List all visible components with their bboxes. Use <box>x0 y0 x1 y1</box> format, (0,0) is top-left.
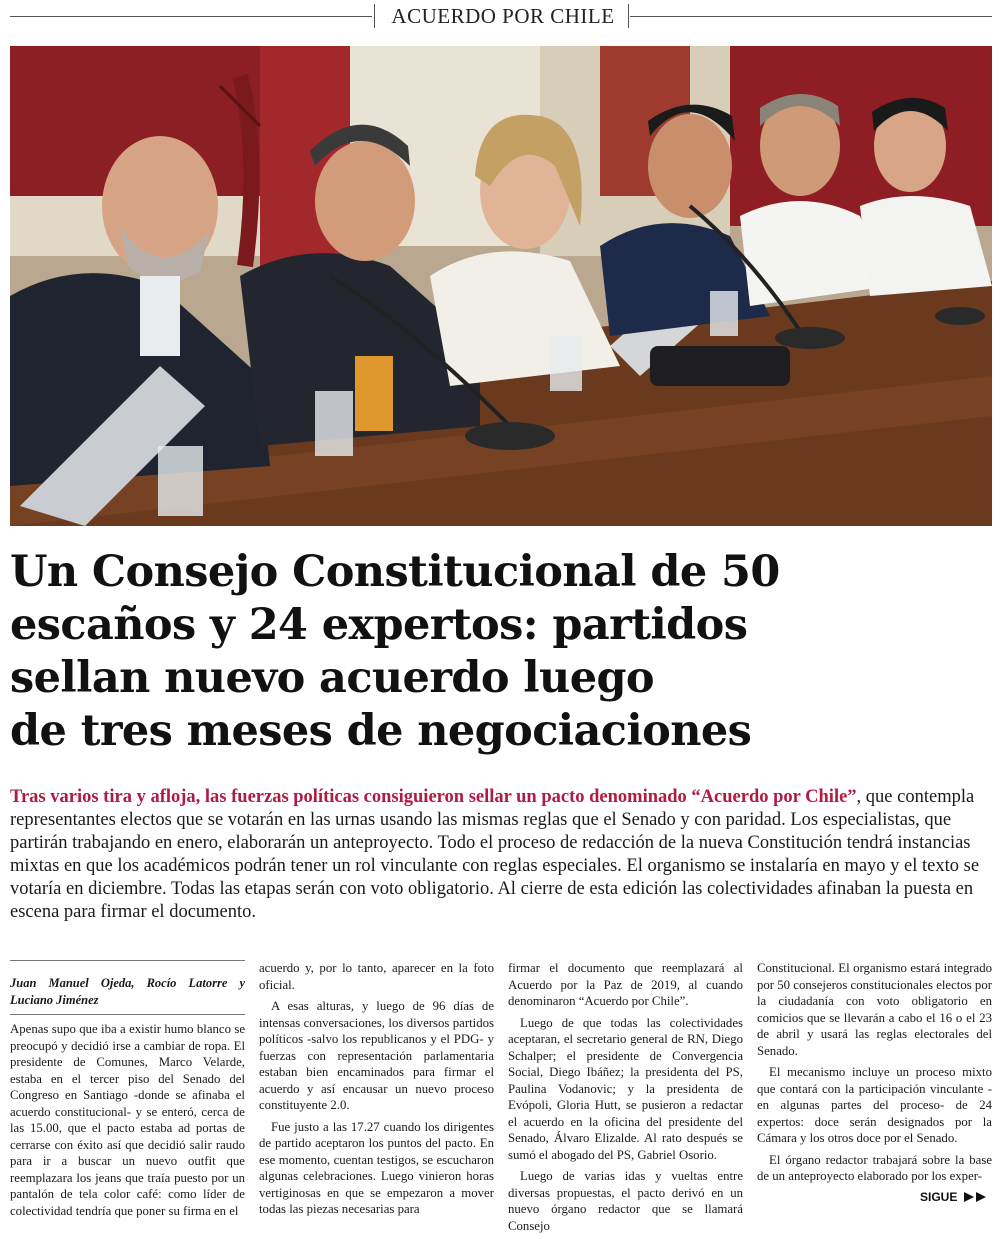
article-column-1 <box>10 960 245 1224</box>
section-header <box>10 4 992 28</box>
continue-link[interactable] <box>920 1188 992 1206</box>
article-column-3 <box>508 960 743 1239</box>
paragraph: Fue justo a las 17.27 cuando los dirigentes de partido aceptaron los puntos del pacto. En ese momento, cuentan testigos, se escucharon algunas celebraciones. Luego vinieron horas vertiginosas en que se empezaron a mover todas las piezas necesarias para <box>259 1119 494 1216</box>
paragraph: El mecanismo incluye un proceso mixto que contará con la participación vinculante -en algunas partes del proceso- de 24 expertos: doce serán designados por la Cámara y los otros doce por el Senado. <box>757 1065 992 1145</box>
byline-rule <box>10 1014 245 1015</box>
paragraph: Apenas supo que iba a existir humo blanco se preocupó y decidió irse a cambiar de ropa. El presidente de Comunes, Marco Velarde, estaba en el tercer piso del Senado del Congreso en Santiago -donde se afinaba el acuerdo constitucional- y se enteró, cerca de las 15.00, que el pacto estaba ad portas de cerrarse con éxito así que decidió salir raudo para ir a buscar un nuevo outfit que reemplazara los jeans que traía puesto por un pantalón de tela color café: como líder de colectividad tendría que poner su firma en el <box>10 1022 245 1218</box>
lead-paragraph <box>10 786 992 924</box>
paragraph: El órgano redactor trabajará sobre la base de un anteproyecto elaborado por los exper- <box>757 1152 992 1183</box>
paragraph: A esas alturas, y luego de 96 días de intensas conversaciones, los diversos partidos políticos -salvo los republicanos y el PDG- y fuerzas con representación parlamentaria estaban bien encaminados para firmar el acuerdo y así encausar un nuevo proceso constituyente 2.0. <box>259 999 494 1112</box>
headline-line: Un Consejo Constitucional de 50 <box>10 547 780 597</box>
headline-line: de tres meses de negociaciones <box>10 706 752 756</box>
headline-line: escaños y 24 expertos: partidos <box>10 600 748 650</box>
meeting-photo <box>10 46 992 526</box>
header-rule-right <box>630 16 992 17</box>
continue-label: SIGUE <box>920 1190 958 1204</box>
paragraph: Luego de que todas las colectividades aceptaran, el secretario general de RN, Diego Schalper; el presidente de Convergencia Social, Diego Ibáñez; la presidenta del PS, Paulina Vodanovic; y la presidenta de Evópoli, Gloria Hutt, se pusieron a redactar el acuerdo en la oficina del presidente del Senado, Álvaro Elizalde. Al rato después se sumó el abogado del PS, Gabriel Osorio. <box>508 1015 743 1162</box>
headline <box>10 546 810 758</box>
paragraph: Constitucional. El organismo estará integrado por 50 consejeros constitucionales electos por la ciudadanía con voto obligatorio en comicios que se llevarán a cabo el 16 o el 23 de abril y usará las reglas electorales del Senado. <box>757 961 992 1058</box>
lead-text: , que contempla representantes electos que se votarán en las urnas usando las mismas reglas que el Senado y con paridad. Los especialistas, que partirán trabajando en enero, elaborarán un anteproyecto. Todo el proceso de redacción de la nueva Constitución tendrá instancias mixtas en que los académicos podrán tener un rol vinculante con reglas especiales. El organismo se instalaría en mayo y el texto se votaría en diciembre. Todas las etapas serán con voto obligatorio. Al cierre de esta edición las colectividades afinaban la puesta en escena para firmar el documento. <box>10 787 980 922</box>
section-title: ACUERDO POR CHILE <box>391 4 615 28</box>
byline: Juan Manuel Ojeda, Rocío Latorre y Luciano Jiménez <box>10 976 245 1007</box>
double-arrow-right-icon <box>964 1192 988 1202</box>
paragraph: acuerdo y, por lo tanto, aparecer en la foto oficial. <box>259 961 494 992</box>
article-column-2 <box>259 960 494 1223</box>
paragraph: Luego de varias idas y vueltas entre diversas propuestas, el pacto derivó en un nuevo órgano redactor que se llamará Consejo <box>508 1169 743 1233</box>
byline-rule <box>10 960 245 961</box>
lead-highlight: Tras varios tira y afloja, las fuerzas políticas consiguieron sellar un pacto denominado “Acuerdo por Chile” <box>10 787 857 807</box>
header-tick-right <box>628 4 629 28</box>
header-tick-left <box>374 4 375 28</box>
header-rule-left <box>10 16 372 17</box>
paragraph: firmar el documento que reemplazará al Acuerdo por la Paz de 2019, al cuando denominaron “Acuerdo por Chile”. <box>508 961 743 1008</box>
article-column-4 <box>757 960 992 1190</box>
headline-line: sellan nuevo acuerdo luego <box>10 653 654 703</box>
